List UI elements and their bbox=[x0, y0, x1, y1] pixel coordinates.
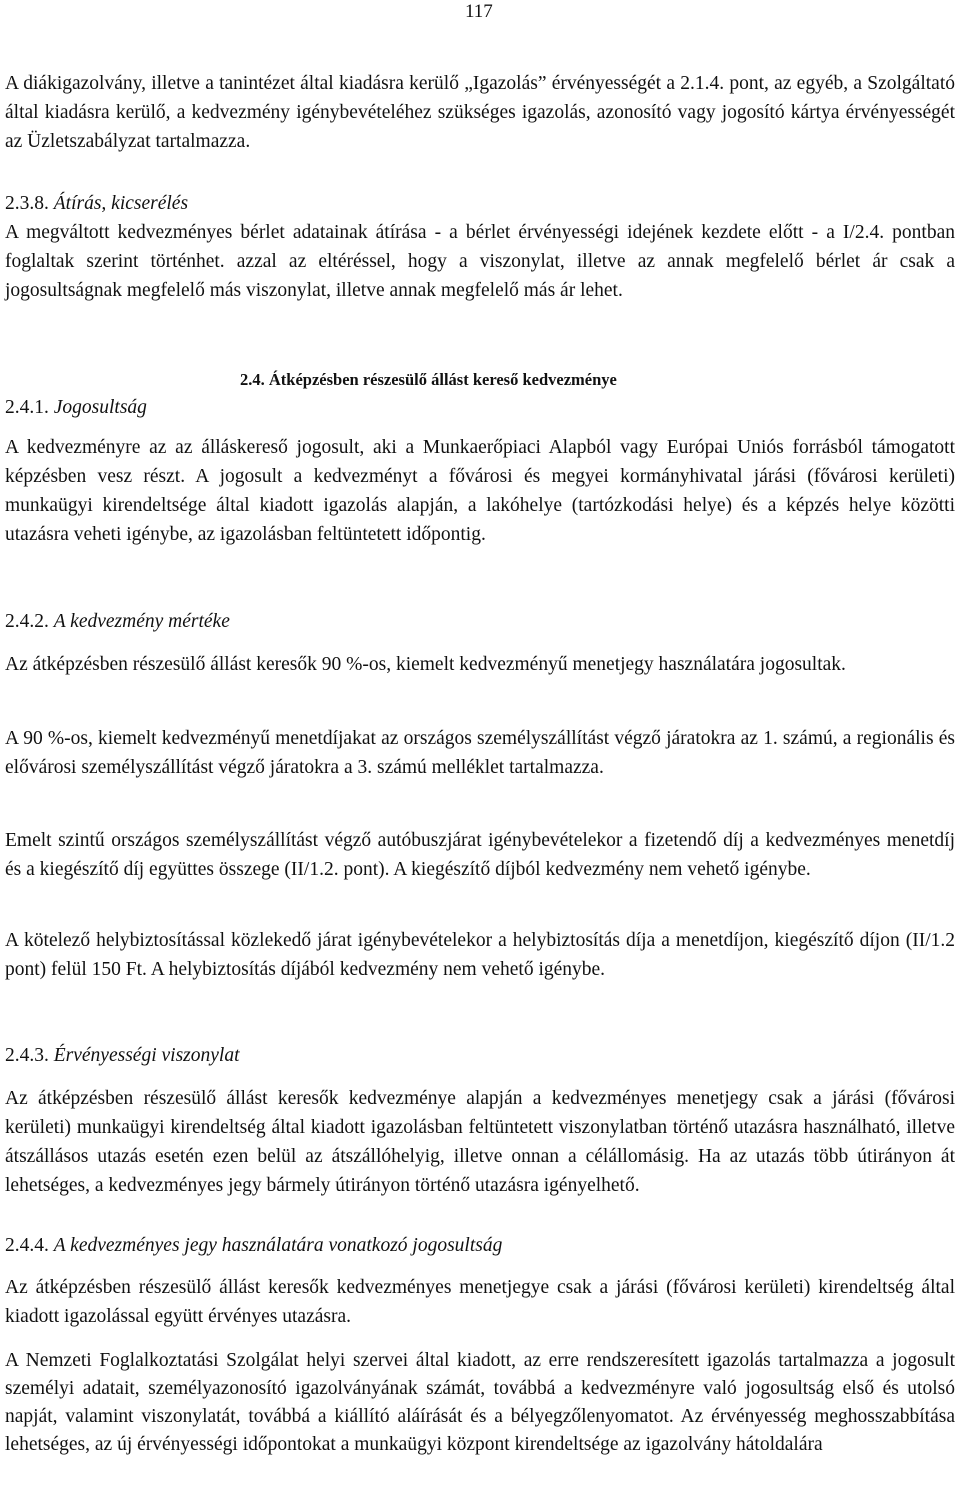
mertek-paragraph-2: A 90 %-os, kiemelt kedvezményű menetdíjakat az országos személyszállítást végző járatokra az 1. számú, a regionális és elővárosi személyszállítást végző járatokra a 3. számú melléklet tartalmazza. bbox=[5, 728, 955, 778]
heading-number: 2.4.4. bbox=[5, 1235, 49, 1256]
heading-number: 2.4.1. bbox=[5, 397, 49, 418]
section-heading-2-4-1 bbox=[5, 393, 147, 422]
heading-title: Érvényességi viszonylat bbox=[53, 1045, 240, 1066]
heading-number: 2.4.3. bbox=[5, 1045, 49, 1066]
page-number: 117 bbox=[465, 1, 493, 22]
hasznalat-paragraph-1: Az átképzésben részesülő állást keresők kedvezményes menetjegye csak a járási (fővárosi kerületi) kirendeltség által kiadott igazolással együtt érvényes utazásra. bbox=[5, 1277, 955, 1327]
heading-title: A kedvezmény mértéke bbox=[53, 611, 230, 632]
mertek-paragraph-3: Emelt szintű országos személyszállítást végző autóbuszjárat igénybevételekor a fizetendő díj a kedvezményes menetdíj és a kiegészítő díj együttes összege (II/1.2. pont). A kiegészítő díjból kedvezmény nem vehető igénybe. bbox=[5, 830, 955, 880]
jogosultsag-paragraph: A kedvezményre az az álláskereső jogosult, aki a Munkaerőpiaci Alapból vagy Európai Uniós forrásból támogatott képzésben vesz részt. A jogosult a kedvezményt a fővárosi és megyei kormányhivatal járási (fővárosi kerületi) munkaügyi kirendeltsége által kiadott igazolás alapján, a lakóhelye (tartózkodási helye) és a képzés helye közötti utazásra veheti igénybe, az igazolásban feltüntetett időpontig. bbox=[5, 437, 955, 545]
heading-title: A kedvezményes jegy használatára vonatkozó jogosultság bbox=[53, 1235, 503, 1256]
heading-number: 2.4.2. bbox=[5, 611, 49, 632]
mertek-paragraph-1: Az átképzésben részesülő állást keresők 90 %-os, kiemelt kedvezményű menetjegy használatára jogosultak. bbox=[5, 654, 846, 675]
heading-title: Jogosultság bbox=[53, 397, 147, 418]
section-heading-2-4-2 bbox=[5, 607, 230, 636]
atiras-paragraph: A megváltott kedvezményes bérlet adatainak átírása - a bérlet érvényességi idejének kezdete előtt - a I/2.4. pontban foglaltak szerint történhet. azzal az eltéréssel, hogy a viszonylat, illetve az annak megfelelő bérlet ár csak a jogosultságnak megfelelő más viszonylat, illetve annak megfelelő más ár lehet. bbox=[5, 222, 955, 301]
intro-paragraph: A diákigazolvány, illetve a tanintézet által kiadásra kerülő „Igazolás” érvényességét a 2.1.4. pont, az egyéb, a Szolgáltató által kiadásra kerülő, a kedvezmény igénybevételéhez szükséges igazolás, azonosító vagy jogosító kártya érvényességét az Üzletszabályzat tartalmazza. bbox=[5, 73, 955, 152]
section-heading-2-4-3 bbox=[5, 1041, 240, 1070]
section-heading-2-3-8 bbox=[5, 189, 188, 218]
section-heading-2-4-4 bbox=[5, 1231, 502, 1260]
viszonylat-paragraph: Az átképzésben részesülő állást keresők kedvezménye alapján a kedvezményes menetjegy csak a járási (fővárosi kerületi) munkaügyi kirendeltség által kiadott igazolásban feltüntetett viszonylatban történő utazásra használható, illetve átszállásos utazás esetén ezen belül az átszállóhelyig, illetve onnan a célállomásig. Ha az utazás több útirányon át lehetséges, a kedvezményes jegy bármely útirányon történő utazásra igényelhető. bbox=[5, 1088, 955, 1196]
section-heading-2-4: 2.4. Átképzésben részesülő állást kereső kedvezménye bbox=[240, 370, 617, 389]
heading-number: 2.3.8. bbox=[5, 193, 49, 214]
mertek-paragraph-4: A kötelező helybiztosítással közlekedő járat igénybevételekor a helybiztosítás díja a menetdíjon, kiegészítő díjon (II/1.2 pont) felül 150 Ft. A helybiztosítás díjából kedvezmény nem vehető igénybe. bbox=[5, 930, 955, 980]
heading-title: Átírás, kicserélés bbox=[53, 193, 189, 214]
hasznalat-paragraph-2: A Nemzeti Foglalkoztatási Szolgálat helyi szervei által kiadott, az erre rendszeresített igazolás tartalmazza a jogosult személyi adatait, személyazonosító igazolványának számát, továbbá a kedvezményre való jogosultság első és utolsó napját, valamint viszonylatát, továbbá a kiállító aláírását és a bélyegzőlenyomatot. Az érvényesség meghosszabbítása lehetséges, az új érvényességi időpontokat a munkaügyi központ kirendeltsége az igazolvány hátoldalára bbox=[5, 1350, 955, 1455]
